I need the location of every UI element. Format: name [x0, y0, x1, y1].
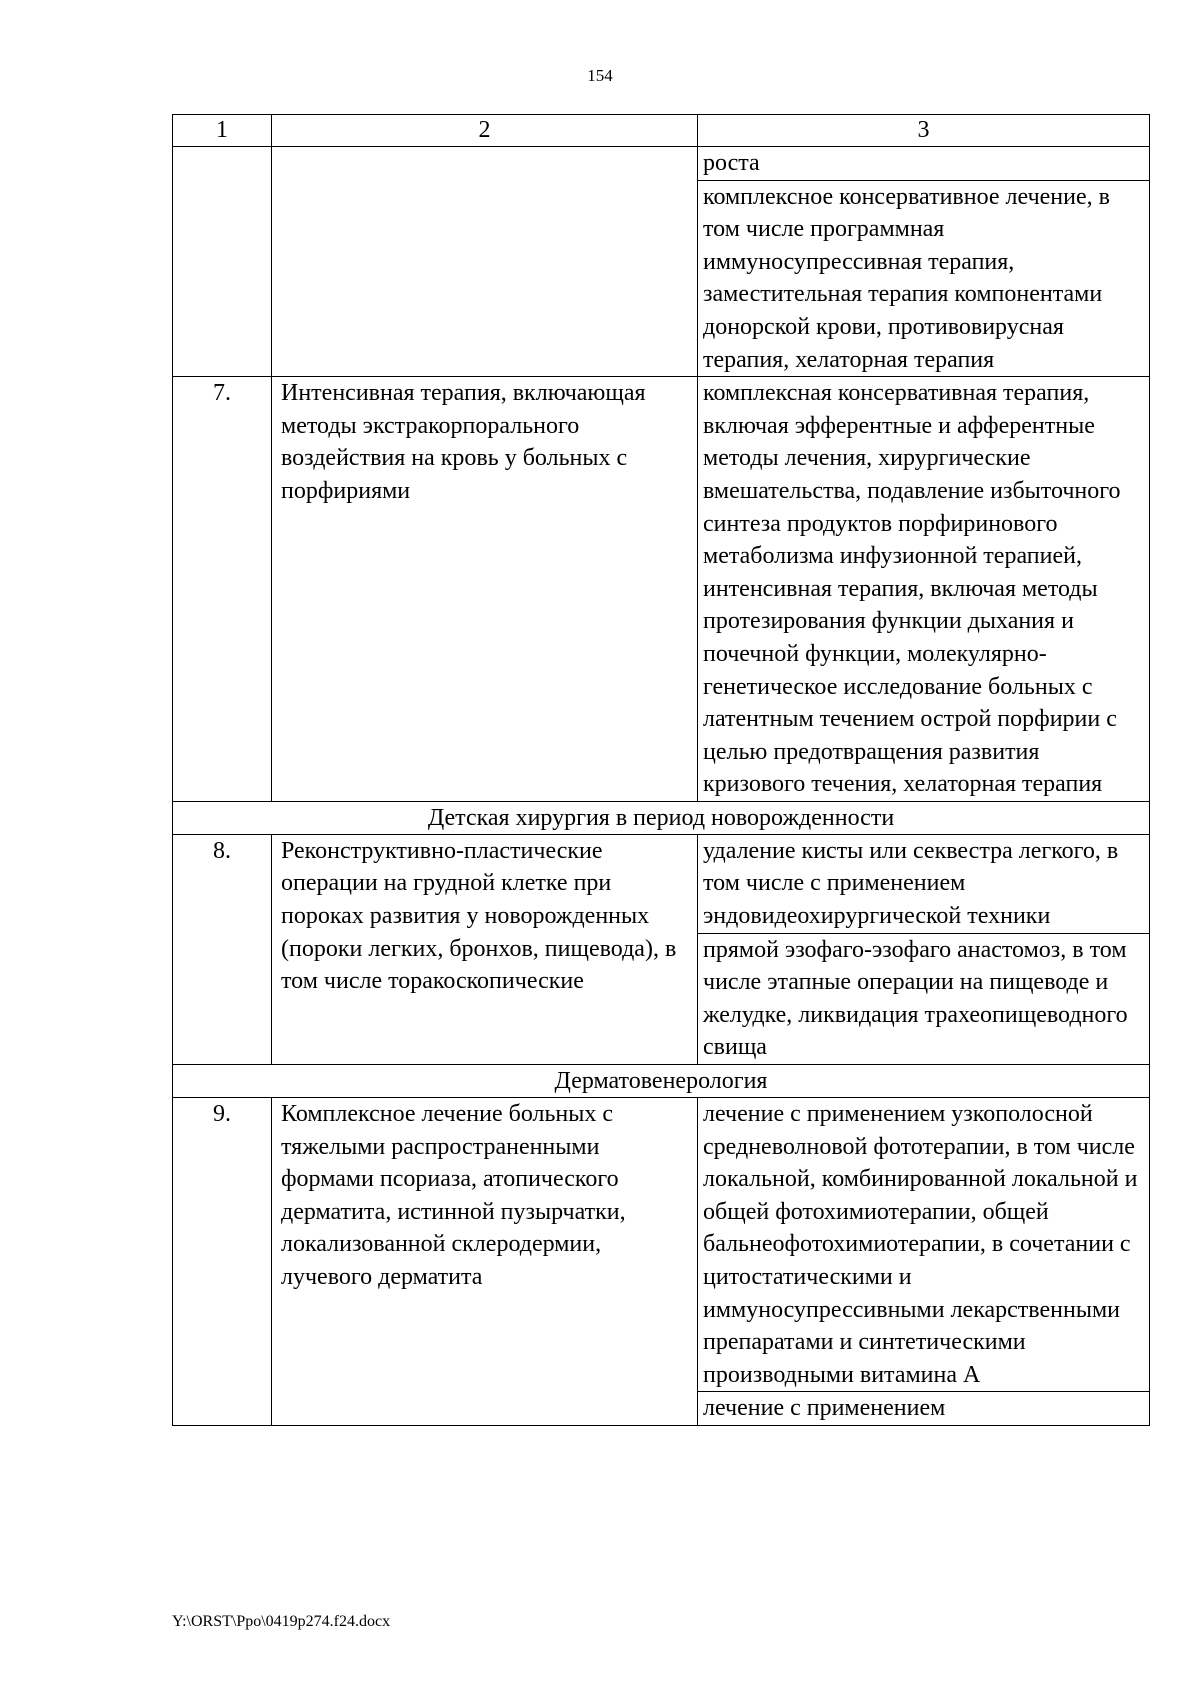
- section-row: [173, 801, 1150, 834]
- row-number: 8.: [173, 834, 272, 1064]
- treatment-name: Интенсивная терапия, включающая методы экстракорпорального воздействия на кровь у больных с порфириями: [272, 377, 698, 802]
- table-header-row: [173, 115, 1150, 147]
- treatment-name: Комплексное лечение больных с тяжелыми распространенными формами псориаза, атопического дерматита, истинной пузырчатки, локализованной склеродермии, лучевого дерматита: [272, 1098, 698, 1426]
- method-cell: роста: [698, 147, 1150, 181]
- section-heading: Дерматовенерология: [173, 1065, 1150, 1098]
- table-cell-empty: [272, 147, 698, 377]
- column-header-2: 2: [272, 115, 698, 147]
- treatment-name: Реконструктивно-пластические операции на грудной клетке при пороках развития у новорожденных (пороки легких, бронхов, пищевода), в том числе торакоскопические: [272, 834, 698, 1064]
- table-row-7: [173, 377, 1150, 802]
- method-cell: прямой эзофаго-эзофаго анастомоз, в том числе этапные операции на пищеводе и желудке, ликвидация трахеопищеводного свища: [698, 933, 1150, 1064]
- table-row-8a: [173, 834, 1150, 933]
- section-heading: Детская хирургия в период новорожденности: [173, 801, 1150, 834]
- table-row-9a: [173, 1098, 1150, 1392]
- footer-file-path: Y:\ORST\Ppo\0419p274.f24.docx: [172, 1613, 391, 1630]
- method-cell: комплексная консервативная терапия, включая эфферентные и афферентные методы лечения, хирургические вмешательства, подавление избыточного синтеза продуктов порфиринового метаболизма инфузионной терапией, интенсивная терапия, включая методы протезирования функции дыхания и почечной функции, молекулярно-генетическое исследование больных с латентным течением острой порфирии с целью предотвращения развития кризового течения, хелаторная терапия: [698, 377, 1150, 802]
- column-header-1: 1: [173, 115, 272, 147]
- method-cell: удаление кисты или секвестра легкого, в том числе с применением эндовидеохирургической техники: [698, 834, 1150, 933]
- method-cell: лечение с применением: [698, 1392, 1150, 1426]
- method-cell: лечение с применением узкополосной средневолновой фототерапии, в том числе локальной, комбинированной локальной и общей фотохимиотерапии, общей бальнеофотохимиотерапии, в сочетании с цитостатическими и иммуносупрессивными лекарственными препаратами и синтетическими производными витамина А: [698, 1098, 1150, 1392]
- row-number: 9.: [173, 1098, 272, 1426]
- section-row: [173, 1065, 1150, 1098]
- method-cell: комплексное консервативное лечение, в том числе программная иммуносупрессивная терапия, заместительная терапия компонентами донорской крови, противовирусная терапия, хелаторная терапия: [698, 180, 1150, 377]
- row-number: 7.: [173, 377, 272, 802]
- page-number: 154: [587, 66, 613, 85]
- table-cell-empty: [173, 147, 272, 377]
- services-table: [172, 114, 1150, 1426]
- column-header-3: 3: [698, 115, 1150, 147]
- table-row-continued-a: [173, 147, 1150, 181]
